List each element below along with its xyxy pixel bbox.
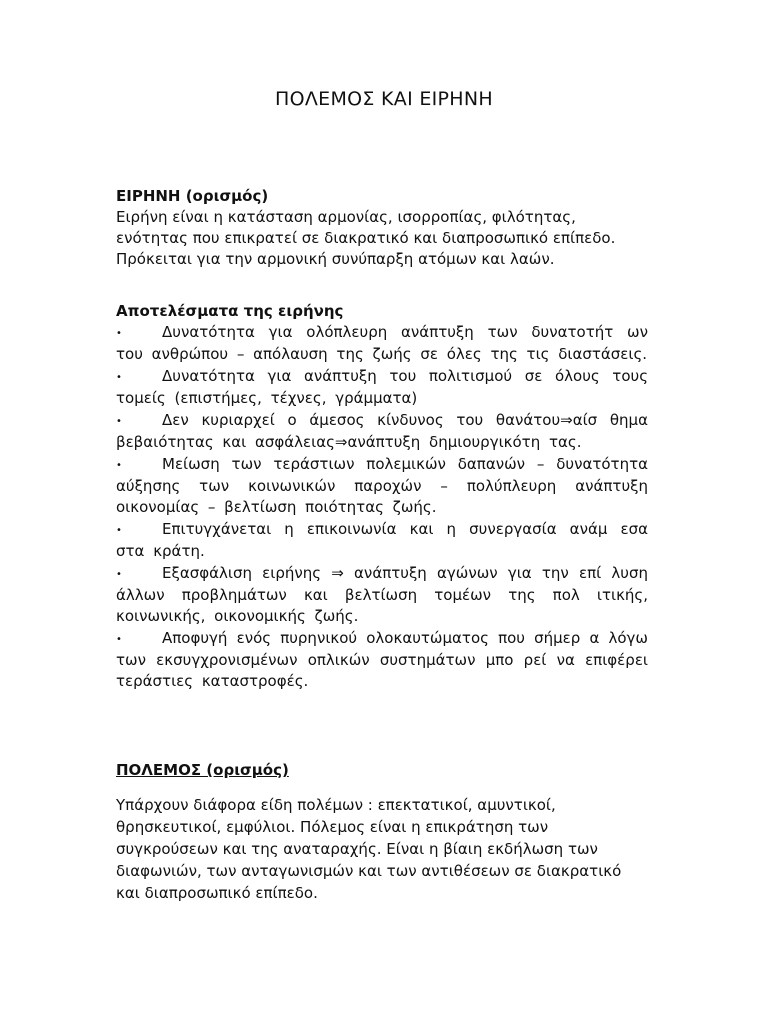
list-item	[116, 322, 648, 365]
list-item	[116, 366, 648, 409]
peace-heading: ΕΙΡΗΝΗ (ορισμός)	[116, 187, 269, 205]
bullet-marker: •	[116, 634, 122, 645]
bullet-marker: •	[116, 372, 122, 383]
war-section	[116, 760, 648, 904]
results-list	[116, 322, 648, 692]
document-title: ΠΟΛΕΜΟΣ ΚΑΙ ΕΙΡΗΝΗ	[275, 88, 493, 110]
bullet-marker: •	[116, 460, 122, 471]
list-item-text: Δυνατότητα για ολόπλευρη ανάπτυξη των δυνατοτήτ ων του ανθρώπου – απόλαυση της ζωής σε όλες της τις διαστάσεις.	[116, 323, 648, 363]
list-item-text: Δεν κυριαρχεί ο άμεσος κίνδυνος του θανάτου⇒αίσ θημα βεβαιότητας και ασφάλειας⇒ανάπτυξη δημιουργικότη τας.	[116, 411, 648, 451]
list-item	[116, 454, 648, 518]
bullet-marker: •	[116, 416, 122, 427]
peace-definition: Ειρήνη είναι η κατάσταση αρμονίας, ισορροπίας, φιλότητας, ενότητας που επικρατεί σε διακρατικό και διαπροσωπικό επίπεδο. Πρόκειται για την αρμονική συνύπαρξη ατόμων και λαών.	[116, 208, 616, 268]
list-item-text: Μείωση των τεράστιων πολεμικών δαπανών – δυνατότητα αύξησης των κοινωνικών παροχών – πολύπλευρη ανάπτυξη οικονομίας – βελτίωση ποιότητας ζωής.	[116, 455, 648, 516]
results-heading: Αποτελέσματα της ειρήνης	[116, 302, 344, 320]
results-section	[116, 301, 648, 693]
bullet-marker: •	[116, 328, 122, 339]
list-item-text: Δυνατότητα για ανάπτυξη του πολιτισμού σε όλους τους τομείς (επιστήμες, τέχνες, γράμματα)	[116, 367, 648, 407]
bullet-marker: •	[116, 569, 122, 580]
war-heading: ΠΟΛΕΜΟΣ (ορισμός)	[116, 761, 289, 779]
list-item-text: Αποφυγή ενός πυρηνικού ολοκαυτώματος που σήμερ α λόγω των εκσυγχρονισμένων οπλικών συστημάτων μπο ρεί να επιφέρει τεράστιες καταστροφές.	[116, 629, 648, 690]
peace-section	[116, 186, 648, 270]
list-item	[116, 519, 648, 562]
list-item-text: Εξασφάλιση ειρήνης ⇒ ανάπτυξη αγώνων για την επί λυση άλλων προβλημάτων και βελτίωση τομέων της πολ ιτικής, κοινωνικής, οικονομικής ζωής.	[116, 564, 648, 625]
bullet-marker: •	[116, 525, 122, 536]
war-definition: Υπάρχουν διάφορα είδη πολέμων : επεκτατικοί, αμυντικοί, θρησκευτικοί, εμφύλιοι. Πόλεμος είναι η επικράτηση των συγκρούσεων και της αναταραχής. Είναι η βίαιη εκδήλωση των διαφωνιών, των ανταγωνισμών και των αντιθέσεων σε διακρατικό και διαπροσωπικό επίπεδο.	[116, 796, 622, 902]
list-item	[116, 410, 648, 453]
list-item-text: Επιτυγχάνεται η επικοινωνία και η συνεργασία ανάμ εσα στα κράτη.	[116, 520, 648, 560]
list-item	[116, 563, 648, 627]
list-item	[116, 628, 648, 692]
